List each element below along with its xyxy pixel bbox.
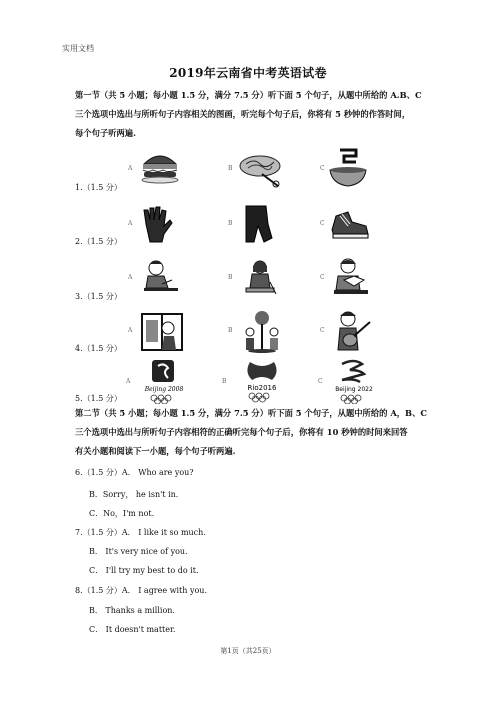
section1-line: 三个选项中选出与所听句子内容相关的图画，听完每个句子后，你将有 5 秒钟的作答时间， bbox=[75, 109, 411, 119]
gloves-picture bbox=[140, 204, 176, 244]
boy-reading-picture bbox=[328, 256, 372, 298]
option-label: C bbox=[320, 165, 325, 172]
question-8-stem: 8.（1.5 分）A． I agree with you. bbox=[75, 586, 207, 595]
planting-tree-picture bbox=[240, 310, 284, 354]
trousers-picture bbox=[240, 204, 276, 244]
page-title: 2019年云南省中考英语试卷 bbox=[169, 66, 327, 80]
question-7-option: C． I'll try my best to do it. bbox=[89, 566, 199, 575]
option-label: B bbox=[228, 220, 233, 227]
section1-instructions bbox=[75, 86, 435, 143]
girl-drawing-picture bbox=[240, 258, 280, 298]
beijing-2022-logo bbox=[328, 358, 380, 404]
question-2-label: 2.（1.5 分） bbox=[75, 237, 122, 246]
option-label: C bbox=[320, 327, 325, 334]
noodle-bowl-picture bbox=[326, 148, 370, 188]
option-label: C bbox=[318, 378, 323, 385]
question-7-option: B． It's very nice of you. bbox=[89, 547, 188, 556]
section1-line: 第一节（共 5 小题；每小题 1.5 分，满分 7.5 分）听下面 5 个句子，从题中所给的 A.B、C bbox=[75, 90, 422, 100]
question-3-label: 3.（1.5 分） bbox=[75, 292, 122, 301]
page-footer: 第1页（共25页） bbox=[220, 647, 276, 655]
question-8-option: C． It doesn't matter. bbox=[89, 625, 176, 634]
option-label: B bbox=[228, 165, 233, 172]
boy-playing-guitar-picture bbox=[328, 310, 372, 354]
logo-text: Beijing 2022 bbox=[335, 386, 373, 393]
logo-text: Beijing 2008 bbox=[144, 386, 184, 393]
header-label: 实用文档 bbox=[62, 44, 94, 53]
question-6-option: B．Sorry， he isn't in. bbox=[89, 490, 179, 499]
option-label: A bbox=[128, 274, 133, 281]
sneakers-picture bbox=[328, 206, 372, 242]
section2-instructions bbox=[75, 404, 435, 461]
option-label: A bbox=[128, 220, 133, 227]
question-8-option: B． Thanks a million. bbox=[89, 606, 175, 615]
hamburger-picture bbox=[140, 150, 180, 184]
logo-text: Rio2016 bbox=[247, 384, 277, 392]
option-label: B bbox=[228, 327, 233, 334]
option-label: C bbox=[320, 220, 325, 227]
section2-line: 有关小题和阅读下一小题，每个句子听两遍. bbox=[75, 446, 236, 456]
question-5-label: 5.（1.5 分） bbox=[75, 394, 122, 403]
question-4-label: 4.（1.5 分） bbox=[75, 344, 122, 353]
question-6-option: C．No，I'm not. bbox=[89, 509, 155, 518]
section2-line: 三个选项中选出与所听句子内容相符的正确听完每个句子后，你将有 10 秒钟的时间来回答 bbox=[75, 427, 408, 437]
option-label: C bbox=[320, 274, 325, 281]
section2-line: 第二节（共 5 小题；每小题 1.5 分，满分 7.5 分）听下面 5 个句子，从题中所给的 A，B、C bbox=[75, 408, 427, 418]
option-label: B bbox=[228, 274, 233, 281]
question-1-label: 1.（1.5 分） bbox=[75, 183, 122, 192]
beijing-2008-logo bbox=[138, 358, 190, 404]
boy-at-window-picture bbox=[140, 310, 184, 354]
rio-2016-logo bbox=[236, 358, 288, 404]
option-label: B bbox=[222, 378, 227, 385]
option-label: A bbox=[128, 165, 133, 172]
option-label: A bbox=[126, 378, 131, 385]
section1-line: 每个句子听两遍. bbox=[75, 128, 136, 138]
option-label: A bbox=[128, 327, 133, 334]
noodle-plate-picture bbox=[236, 150, 284, 188]
boy-writing-picture bbox=[140, 258, 180, 298]
question-7-stem: 7.（1.5 分）A． I like it so much. bbox=[75, 528, 206, 537]
question-6-stem: 6.（1.5 分）A． Who are you? bbox=[75, 468, 194, 477]
